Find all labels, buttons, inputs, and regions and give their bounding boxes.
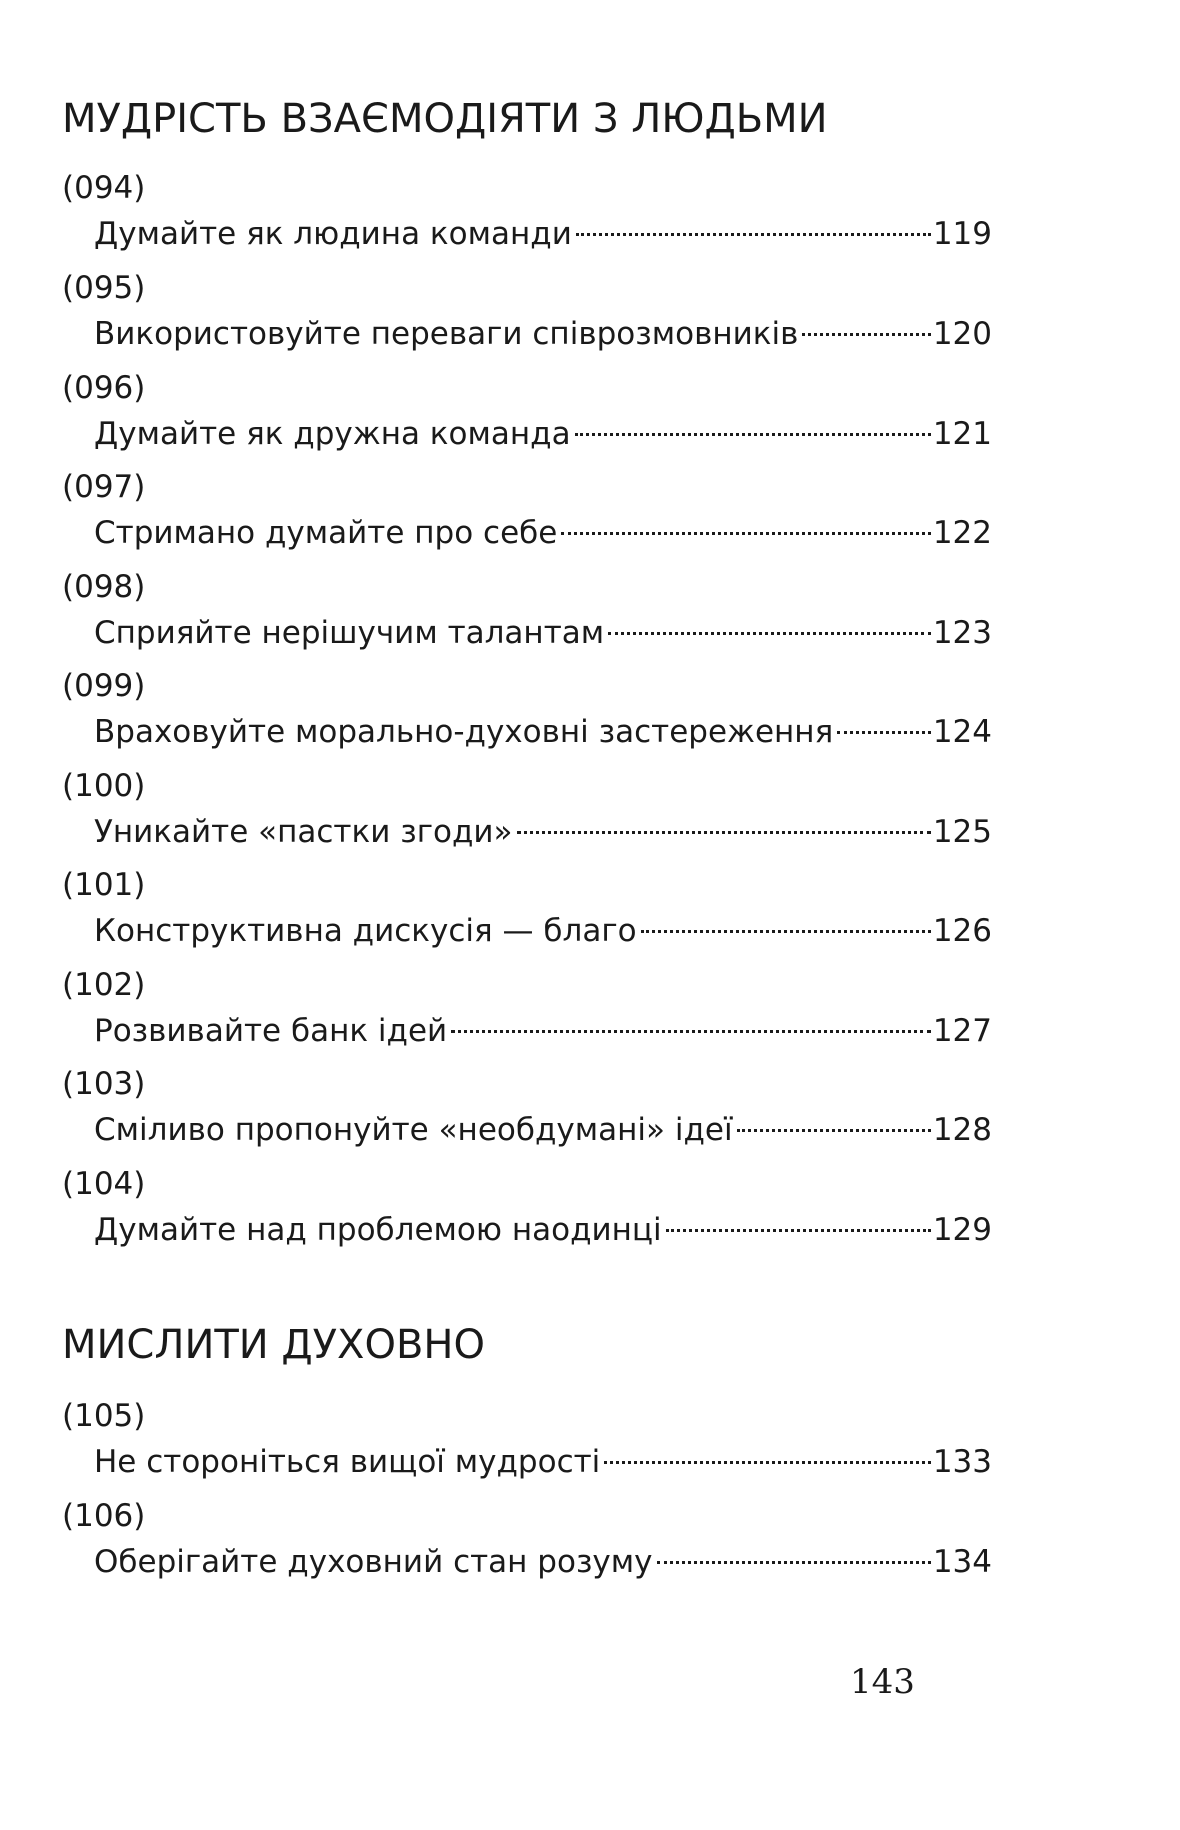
toc-entry: [62, 1164, 992, 1256]
entry-number: (099): [62, 668, 146, 704]
entry-title: Конструктивна дискусія — благо: [94, 913, 637, 949]
entry-title: Сприяйте нерішучим талантам: [94, 615, 605, 651]
toc-entry: [62, 567, 992, 659]
entry-page-number: 120: [932, 316, 992, 352]
entry-page-number: 123: [932, 615, 992, 651]
entry-line: [94, 1009, 992, 1053]
toc-entry: [62, 268, 992, 360]
entry-page-number: 119: [932, 216, 992, 252]
entry-title: Уникайте «пастки згоди»: [94, 814, 513, 850]
dot-leader: [608, 632, 931, 635]
toc-entry: [62, 766, 992, 858]
dot-leader: [837, 731, 931, 734]
entry-line: [94, 212, 992, 256]
entry-number: (104): [62, 1166, 146, 1202]
dot-leader: [517, 831, 931, 834]
entry-title: Думайте як людина команди: [94, 216, 572, 252]
entry-number: (098): [62, 569, 146, 605]
entry-number: (105): [62, 1398, 146, 1434]
entry-page-number: 121: [932, 416, 992, 452]
entry-number: (106): [62, 1498, 146, 1534]
entry-line: [94, 909, 992, 953]
entry-number: (097): [62, 469, 146, 505]
entry-page-number: 125: [932, 814, 992, 850]
entry-title: Оберігайте духовний стан розуму: [94, 1544, 653, 1580]
dot-leader: [737, 1129, 931, 1132]
toc-entry: [62, 1064, 992, 1156]
entry-number: (094): [62, 170, 146, 206]
section-heading: МИСЛИТИ ДУХОВНО: [62, 1322, 485, 1368]
toc-entry: [62, 368, 992, 460]
entry-line: [94, 1108, 992, 1152]
entry-title: Розвивайте банк ідей: [94, 1013, 448, 1049]
section-heading: МУДРІСТЬ ВЗАЄМОДІЯТИ З ЛЮДЬМИ: [62, 96, 828, 142]
entry-title: Сміливо пропонуйте «необдумані» ідеї: [94, 1112, 733, 1148]
entry-page-number: 124: [932, 714, 992, 750]
entry-page-number: 126: [932, 913, 992, 949]
toc-entry: [62, 467, 992, 559]
dot-leader: [451, 1030, 931, 1033]
page-number: 143: [850, 1662, 915, 1702]
entry-title: Враховуйте морально-духовні застереження: [94, 714, 834, 750]
entry-title: Стримано думайте про себе: [94, 515, 558, 551]
entry-line: [94, 511, 992, 555]
entry-number: (100): [62, 768, 146, 804]
dot-leader: [657, 1561, 931, 1564]
entry-title: Думайте над проблемою наодинці: [94, 1212, 662, 1248]
entry-page-number: 127: [932, 1013, 992, 1049]
toc-entry: [62, 865, 992, 957]
dot-leader: [561, 532, 930, 535]
entry-number: (095): [62, 270, 146, 306]
toc-entry: [62, 666, 992, 758]
entry-line: [94, 611, 992, 655]
toc-entry: [62, 168, 992, 260]
dot-leader: [576, 233, 931, 236]
entry-page-number: 129: [932, 1212, 992, 1248]
entry-number: (102): [62, 967, 146, 1003]
entry-number: (101): [62, 867, 146, 903]
entry-line: [94, 412, 992, 456]
entry-page-number: 133: [932, 1444, 992, 1480]
dot-leader: [604, 1461, 931, 1464]
entry-number: (096): [62, 370, 146, 406]
entry-line: [94, 710, 992, 754]
entry-line: [94, 1440, 992, 1484]
entry-title: Думайте як дружна команда: [94, 416, 571, 452]
toc-entry: [62, 965, 992, 1057]
dot-leader: [641, 930, 931, 933]
entry-title: Не стороніться вищої мудрості: [94, 1444, 601, 1480]
dot-leader: [575, 433, 931, 436]
entry-page-number: 134: [932, 1544, 992, 1580]
dot-leader: [802, 333, 930, 336]
toc-entry: [62, 1396, 992, 1488]
dot-leader: [666, 1229, 931, 1232]
entry-line: [94, 810, 992, 854]
entry-line: [94, 1208, 992, 1252]
toc-entry: [62, 1496, 992, 1588]
entry-page-number: 128: [932, 1112, 992, 1148]
entry-page-number: 122: [932, 515, 992, 551]
entry-number: (103): [62, 1066, 146, 1102]
entry-line: [94, 1540, 992, 1584]
entry-line: [94, 312, 992, 356]
entry-title: Використовуйте переваги співрозмовників: [94, 316, 799, 352]
